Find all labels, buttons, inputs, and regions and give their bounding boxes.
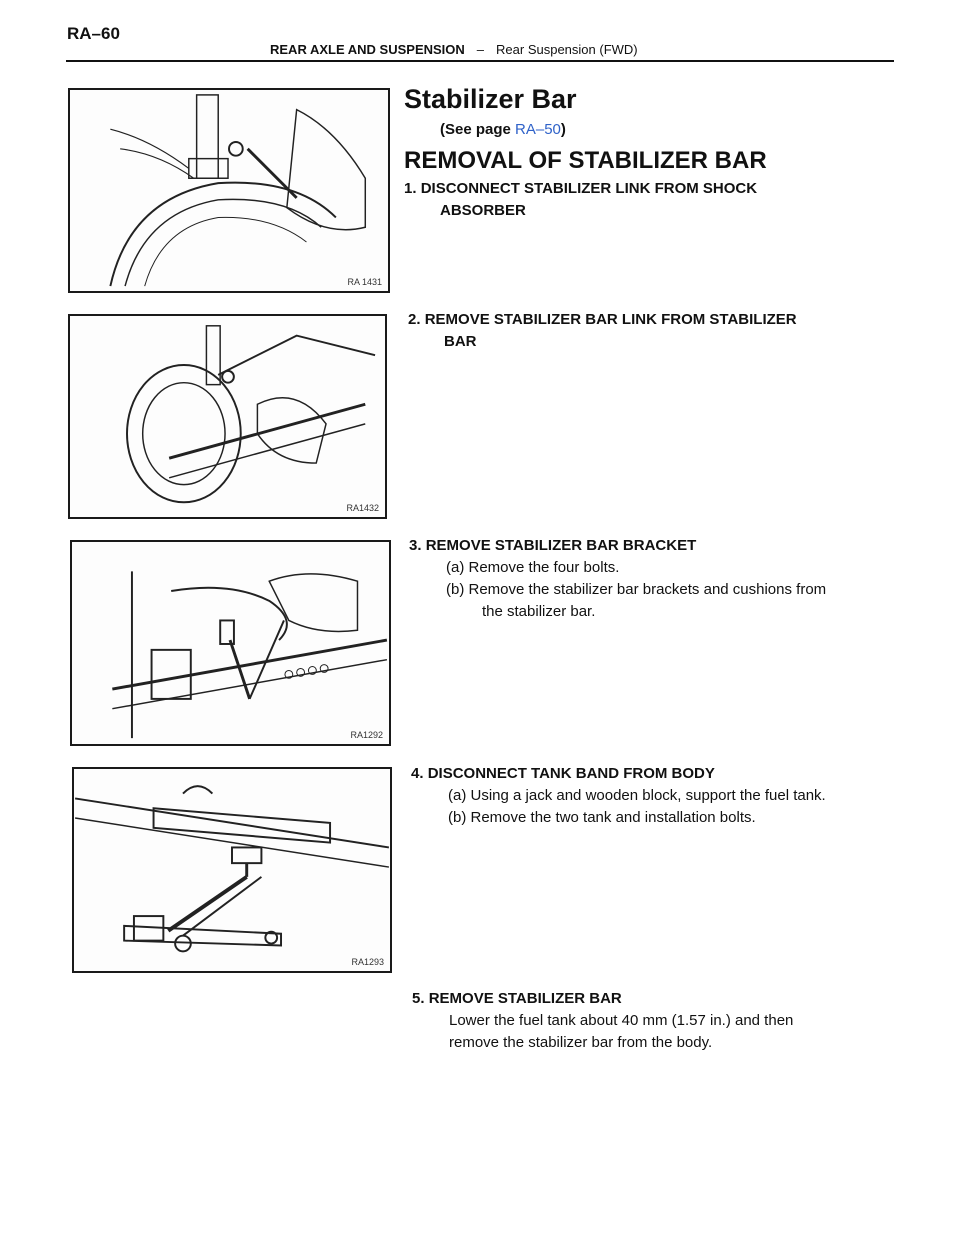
- substep-b-line2: the stabilizer bar.: [482, 603, 596, 620]
- step-number: 4.: [411, 765, 424, 782]
- step-number: 2.: [408, 311, 421, 328]
- see-page-suffix: ): [560, 121, 566, 138]
- figure-1-shock-absorber-link: [68, 88, 390, 293]
- section-title: REAR AXLE AND SUSPENSION: [270, 42, 465, 57]
- step-substep-a: (a) Using a jack and wooden block, support the fuel tank.: [448, 787, 826, 804]
- figure-1-illustration: [70, 90, 388, 291]
- figure-code: RA1432: [346, 503, 379, 513]
- step-title: DISCONNECT STABILIZER LINK FROM SHOCK: [420, 180, 758, 197]
- header-rule: [66, 60, 894, 62]
- see-page-prefix: (See page: [440, 121, 516, 138]
- step-1: [404, 178, 757, 222]
- step-substep-a: (a) Remove the four bolts.: [446, 559, 620, 576]
- substep-b-line1: (b) Remove the stabilizer bar brackets and cushions from: [446, 581, 827, 598]
- step-title: DISCONNECT TANK BAND FROM BODY: [427, 765, 715, 782]
- step-3: [409, 535, 826, 623]
- step-number: 5.: [412, 990, 425, 1007]
- see-page-link[interactable]: RA–50: [515, 121, 561, 138]
- step-2: [408, 309, 797, 353]
- step-title-continued: ABSORBER: [440, 202, 526, 219]
- subsection-title: Rear Suspension (FWD): [496, 42, 638, 57]
- page-number: RA–60: [67, 24, 120, 43]
- figure-2-stabilizer-link: [68, 314, 387, 519]
- page-title: Stabilizer Bar: [404, 84, 577, 114]
- step-title: REMOVE STABILIZER BAR LINK FROM STABILIZER: [424, 311, 797, 328]
- step-title: REMOVE STABILIZER BAR: [428, 990, 622, 1007]
- running-header: [270, 42, 638, 57]
- section-heading: REMOVAL OF STABILIZER BAR: [404, 147, 767, 174]
- header-separator: –: [476, 42, 485, 57]
- step-substep-b: [409, 579, 826, 623]
- step-title: REMOVE STABILIZER BAR BRACKET: [425, 537, 697, 554]
- figure-2-illustration: [70, 316, 385, 517]
- figure-code: RA1292: [350, 730, 383, 740]
- step-5: [412, 988, 793, 1054]
- figure-code: RA1293: [351, 957, 384, 967]
- step-title-continued: BAR: [444, 333, 477, 350]
- step-text-line2: remove the stabilizer bar from the body.: [449, 1034, 713, 1051]
- figure-3-illustration: [72, 542, 389, 744]
- figure-4-illustration: [74, 769, 390, 971]
- step-substep-b: (b) Remove the two tank and installation bolts.: [448, 809, 756, 826]
- step-number: 3.: [409, 537, 422, 554]
- step-text-line1: Lower the fuel tank about 40 mm (1.57 in.) and then: [449, 1012, 794, 1029]
- figure-4-tank-support: [72, 767, 392, 973]
- figure-code: RA 1431: [347, 277, 382, 287]
- figure-3-bracket-removal: [70, 540, 391, 746]
- see-page-reference: [440, 121, 566, 138]
- step-number: 1.: [404, 180, 417, 197]
- step-4: [411, 763, 826, 829]
